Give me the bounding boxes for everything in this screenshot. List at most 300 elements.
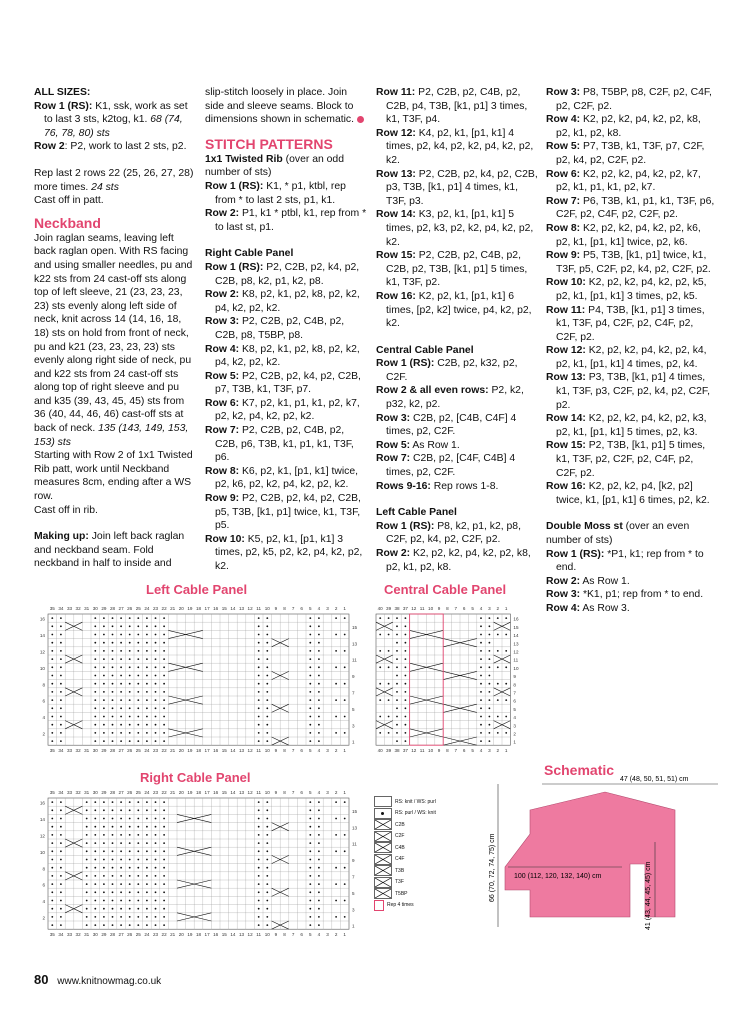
column-number: 2 (496, 606, 500, 611)
castoff-text: Cast off in patt. (34, 195, 104, 207)
column-number: 6 (462, 748, 466, 754)
row-number: 11 (352, 657, 357, 663)
purl-dot (344, 801, 346, 803)
column-number: 33 (66, 748, 73, 754)
column-number: 40 (377, 606, 383, 611)
purl-dot (163, 699, 165, 701)
purl-dot (309, 642, 311, 644)
purl-dot (155, 842, 157, 844)
purl-dot (335, 617, 337, 619)
purl-dot (86, 818, 88, 820)
purl-dot (163, 707, 165, 709)
purl-dot (86, 801, 88, 803)
purl-dot (137, 691, 139, 693)
purl-dot (405, 658, 407, 660)
purl-dot (146, 666, 148, 668)
purl-dot (51, 666, 53, 668)
row-number: 12 (39, 649, 45, 655)
purl-dot (163, 625, 165, 627)
column-number: 12 (247, 790, 253, 795)
purl-dot (112, 716, 114, 718)
purl-dot (163, 801, 165, 803)
purl-dot (266, 875, 268, 877)
column-2 (205, 86, 368, 574)
purl-dot (112, 675, 114, 677)
purl-dot (146, 916, 148, 918)
purl-dot (480, 650, 482, 652)
purl-dot (146, 850, 148, 852)
purl-dot (505, 666, 507, 668)
purl-dot (60, 842, 62, 844)
purl-dot (258, 740, 260, 742)
purl-dot (480, 707, 482, 709)
column-number: 2 (334, 790, 338, 795)
t5-symbol-icon (374, 888, 392, 899)
purl-dot (94, 683, 96, 685)
purl-dot (120, 634, 122, 636)
purl-dot (137, 809, 139, 811)
purl-dot (309, 724, 311, 726)
purl-dot (112, 625, 114, 627)
purl-dot (94, 916, 96, 918)
purl-dot (258, 826, 260, 828)
column-number: 26 (127, 748, 133, 754)
purl-dot (112, 650, 114, 652)
purl-dot (137, 850, 139, 852)
legend-item (374, 808, 436, 820)
purl-dot (489, 642, 491, 644)
column-number: 39 (386, 606, 392, 611)
purl-dot (94, 707, 96, 709)
purl-dot (266, 732, 268, 734)
purl-dot (155, 834, 157, 836)
purl-dot (163, 724, 165, 726)
instruction-row: Row 10: K5, p2, k1, [p1, k1] 3 times, p2, k5, p2, k2, p4, k2, p2, k2. (205, 533, 363, 572)
purl-dot (51, 675, 53, 677)
purl-dot (146, 658, 148, 660)
left-cable-chart-title: Left Cable Panel (146, 582, 248, 597)
purl-dot (489, 740, 491, 742)
row-number: 2 (513, 731, 516, 737)
column-number: 20 (178, 606, 184, 611)
column-number: 18 (195, 606, 202, 611)
purl-dot (60, 859, 62, 861)
purl-dot (155, 801, 157, 803)
purl-dot (60, 666, 62, 668)
column-number: 16 (213, 606, 219, 611)
purl-dot (51, 842, 53, 844)
purl-dot (163, 691, 165, 693)
purl-dot (396, 634, 398, 636)
purl-dot (146, 675, 148, 677)
purl-dot (505, 683, 507, 685)
instruction-row: Row 9: P2, C2B, p2, k4, p2, C2B, p5, T3B, [k1, p1] twice, k1, T3F, p5. (205, 493, 361, 532)
cross2-symbol-icon (374, 819, 392, 830)
right-cable-rows-continued (376, 86, 539, 331)
column-number: 23 (152, 790, 159, 795)
end-dot-icon (357, 116, 364, 123)
purl-dot (344, 699, 346, 701)
purl-dot (60, 801, 62, 803)
purl-dot (318, 732, 320, 734)
purl-dot (120, 801, 122, 803)
purl-dot (86, 859, 88, 861)
central-cable-title: Central Cable Panel (376, 344, 474, 356)
purl-dot (309, 666, 311, 668)
purl-dot (112, 891, 114, 893)
page-number: 80 (34, 972, 49, 987)
purl-dot (266, 859, 268, 861)
purl-dot (163, 900, 165, 902)
purl-dot (480, 666, 482, 668)
purl-dot (129, 683, 131, 685)
purl-dot (163, 683, 165, 685)
column-number: 5 (309, 932, 312, 938)
purl-dot (146, 834, 148, 836)
purl-dot (112, 642, 114, 644)
website-url: www.knitnowmag.co.uk (57, 976, 162, 987)
purl-dot (258, 691, 260, 693)
purl-dot (146, 883, 148, 885)
purl-dot (129, 699, 131, 701)
purl-dot (103, 801, 105, 803)
column-number: 16 (213, 932, 219, 938)
purl-dot (94, 859, 96, 861)
purl-dot (137, 634, 139, 636)
purl-dot (129, 850, 131, 852)
purl-dot (103, 834, 105, 836)
column-number: 9 (274, 790, 278, 795)
instruction-row: Row 4: K2, p2, k2, p4, k2, p2, k8, p2, k1, p2, k8. (546, 114, 701, 139)
purl-dot (480, 634, 482, 636)
column-number: 19 (187, 790, 193, 795)
purl-dot (51, 850, 53, 852)
purl-dot (266, 842, 268, 844)
purl-dot (120, 809, 122, 811)
column-number: 1 (343, 790, 346, 795)
purl-dot (94, 675, 96, 677)
instruction-row: Row 5: P2, C2B, p2, k4, p2, C2B, p7, T3B, k1, T3F, p7. (205, 370, 361, 396)
purl-dot (94, 834, 96, 836)
purl-dot (146, 642, 148, 644)
column-number: 24 (144, 932, 150, 938)
purl-dot (137, 875, 139, 877)
cross2-symbol-icon (374, 831, 392, 842)
column-number: 11 (256, 748, 262, 754)
purl-dot (60, 716, 62, 718)
instruction-row: Row 6: K2, p2, k2, p4, k2, p2, k7, p2, k1, p1, k1, p2, k7. (546, 168, 701, 194)
purl-dot (266, 675, 268, 677)
purl-dot (318, 850, 320, 852)
column-number: 12 (247, 748, 253, 754)
purl-dot (309, 699, 311, 701)
purl-dot (129, 666, 131, 668)
purl-dot (86, 908, 88, 910)
purl-dot (94, 850, 96, 852)
purl-dot (51, 826, 53, 828)
row-number: 8 (42, 682, 45, 688)
purl-dot (137, 707, 139, 709)
purl-dot (258, 683, 260, 685)
column-number: 33 (66, 932, 73, 938)
column-number: 12 (411, 748, 417, 754)
column-number: 12 (411, 606, 417, 611)
blank-symbol-icon (374, 796, 392, 807)
purl-dot (155, 891, 157, 893)
instruction-row: Row 16: K2, p2, k2, p4, [k2, p2] twice, k1, [p1, k1] 6 times, p2, k2. (546, 481, 710, 506)
purl-dot (318, 908, 320, 910)
purl-dot (480, 716, 482, 718)
purl-dot (388, 732, 390, 734)
instruction-row: Rows 9-16: Rep rows 1-8. (376, 480, 499, 492)
purl-dot (120, 875, 122, 877)
column-number: 31 (84, 748, 90, 754)
row-number: 5 (352, 890, 355, 896)
purl-dot (388, 666, 390, 668)
purl-dot (155, 867, 157, 869)
column-number: 27 (118, 606, 124, 611)
purl-dot (155, 699, 157, 701)
row-number: 10 (39, 665, 45, 671)
purl-dot (112, 732, 114, 734)
row-number: 15 (513, 624, 519, 630)
column-number: 16 (213, 748, 219, 754)
purl-dot (266, 818, 268, 820)
purl-dot (137, 908, 139, 910)
purl-dot (388, 634, 390, 636)
purl-dot (94, 732, 96, 734)
purl-dot (344, 916, 346, 918)
purl-dot (388, 617, 390, 619)
column-number: 7 (291, 606, 295, 611)
column-number: 10 (264, 748, 270, 754)
instruction-row: Row 6: K7, p2, k1, p1, k1, p2, k7, p2, k2, p4, k2, p2, k2. (205, 397, 360, 423)
purl-dot (266, 642, 268, 644)
purl-dot (103, 900, 105, 902)
column-number: 28 (109, 790, 116, 795)
column-number: 32 (75, 606, 81, 611)
column-number: 26 (127, 606, 133, 611)
purl-dot (146, 732, 148, 734)
purl-dot (480, 625, 482, 627)
column-number: 21 (170, 932, 176, 938)
purl-dot (94, 691, 96, 693)
purl-dot (258, 842, 260, 844)
purl-dot (344, 732, 346, 734)
purl-dot (120, 834, 122, 836)
purl-dot (266, 666, 268, 668)
legend-label: RS: purl / WS: knit (395, 810, 436, 817)
column-number: 21 (170, 606, 176, 611)
purl-dot (309, 842, 311, 844)
purl-dot (163, 867, 165, 869)
purl-dot (86, 867, 88, 869)
purl-dot (112, 826, 114, 828)
purl-dot (146, 801, 148, 803)
instruction-row: Row 1 (RS): *P1, k1; rep from * to end. (546, 548, 704, 574)
purl-dot (489, 724, 491, 726)
purl-dot (86, 875, 88, 877)
instruction-row: Row 1 (RS): K1, ssk, work as set to last 3 sts, k2tog, k1. 68 (74, 76, 78, 80) sts (34, 100, 188, 139)
row-number: 16 (39, 616, 45, 622)
purl-dot (480, 642, 482, 644)
column-number: 2 (334, 748, 338, 754)
instruction-row: Row 12: K4, p2, k1, [p1, k1] 4 times, p2, k4, p2, k2, p4, k2, p2, k2. (376, 127, 534, 166)
twisted-rib-title: 1x1 Twisted Rib (over an odd number of sts) (205, 153, 344, 179)
neckband-text: Join raglan seams, leaving left back raglan open. With RS facing and using smaller needles, pu and k22 sts from 24 cast-off sts along top of left sleeve, 21 (23, 23, 23, 23) sts evenly along left side of neck, knit across 14 (14, 16, 18, 18) sts on hold from front of neck, pu and k21 (23, 23, 23, 23) sts evenly along right side of neck, pu and k22 sts from 24 cast-off sts along top of right sleeve and pu and k35 (39, 43, 45, 45) sts from 36 (40, 44, 46, 46) cast-off sts at back of neck. 135 (143, 149, 153, 153) sts (34, 232, 193, 448)
purl-dot (51, 691, 53, 693)
legend-label: C4F (395, 856, 405, 863)
purl-dot (309, 826, 311, 828)
purl-dot (60, 818, 62, 820)
column-number: 19 (187, 932, 193, 938)
purl-dot (51, 801, 53, 803)
row-number: 4 (513, 715, 516, 721)
purl-dot (163, 826, 165, 828)
purl-dot (129, 875, 131, 877)
purl-dot (379, 699, 381, 701)
purl-dot (94, 809, 96, 811)
purl-dot (60, 924, 62, 926)
purl-dot (480, 699, 482, 701)
instruction-row: Row 2: K2, p2, k2, p4, k2, p2, k8, p2, k1, p2, k8. (376, 548, 531, 573)
purl-dot (129, 691, 131, 693)
purl-dot (112, 883, 114, 885)
column-number: 4 (317, 790, 321, 795)
purl-dot (86, 924, 88, 926)
column-number: 4 (317, 748, 321, 754)
purl-dot (489, 716, 491, 718)
purl-dot (344, 818, 346, 820)
purl-dot (51, 908, 53, 910)
instruction-row: Row 14: K3, p2, k1, [p1, k1] 5 times, p2, k3, p2, k2, p4, k2, p2, k2. (376, 209, 534, 248)
purl-dot (51, 642, 53, 644)
purl-dot (137, 867, 139, 869)
purl-dot (120, 699, 122, 701)
purl-dot (120, 625, 122, 627)
purl-dot (129, 625, 131, 627)
legend-item (374, 900, 436, 912)
purl-dot (489, 617, 491, 619)
column-number: 7 (291, 790, 295, 795)
purl-dot (318, 625, 320, 627)
purl-dot (318, 617, 320, 619)
purl-dot (318, 691, 320, 693)
purl-dot (86, 826, 88, 828)
purl-dot (258, 642, 260, 644)
purl-dot (112, 666, 114, 668)
purl-dot (146, 809, 148, 811)
purl-dot (258, 875, 260, 877)
column-number: 20 (178, 790, 184, 795)
purl-dot (155, 642, 157, 644)
purl-dot (86, 850, 88, 852)
purl-dot (137, 625, 139, 627)
instruction-row: Row 2: P2, work to last 2 sts, p2. (34, 141, 187, 153)
purl-dot (258, 716, 260, 718)
instruction-row: Row 9: P5, T3B, [k1, p1] twice, k1, T3F, p5, C2F, p2, k4, p2, C2F, p2. (546, 250, 711, 275)
purl-dot (335, 732, 337, 734)
purl-dot (137, 924, 139, 926)
purl-dot (129, 801, 131, 803)
column-number: 29 (101, 748, 107, 754)
column-number: 4 (479, 606, 483, 611)
purl-dot (112, 818, 114, 820)
column-number: 27 (118, 932, 124, 938)
purl-dot (258, 834, 260, 836)
purl-dot (405, 650, 407, 652)
purl-dot (51, 891, 53, 893)
instruction-row: Row 3: P8, T5BP, p8, C2F, p2, C4F, p2, C2F, p2. (546, 87, 712, 112)
purl-dot (51, 818, 53, 820)
purl-dot (60, 834, 62, 836)
column-number: 10 (264, 932, 270, 938)
row-number: 10 (513, 665, 519, 671)
column-number: 32 (75, 748, 81, 754)
purl-dot (129, 924, 131, 926)
purl-dot (396, 732, 398, 734)
purl-dot (137, 818, 139, 820)
purl-dot (120, 916, 122, 918)
purl-dot (146, 867, 148, 869)
row-number: 3 (513, 723, 516, 729)
column-number: 15 (221, 748, 227, 754)
purl-dot (335, 683, 337, 685)
right-cable-title: Right Cable Panel (205, 248, 294, 260)
purl-dot (120, 900, 122, 902)
chest-label: 100 (112, 120, 132, 140) cm (514, 873, 602, 880)
purl-dot (497, 683, 499, 685)
column-number: 15 (221, 932, 227, 938)
instruction-row: Row 4: As Row 3. (546, 602, 630, 614)
purl-dot (103, 916, 105, 918)
purl-dot (103, 707, 105, 709)
purl-dot (309, 625, 311, 627)
row-number: 14 (513, 633, 519, 639)
purl-dot (335, 900, 337, 902)
row-number: 9 (352, 858, 355, 864)
purl-dot (112, 801, 114, 803)
purl-dot (379, 732, 381, 734)
purl-dot (86, 900, 88, 902)
purl-dot (146, 683, 148, 685)
purl-dot (489, 650, 491, 652)
purl-dot (155, 707, 157, 709)
castoff-rib-text: Cast off in rib. (34, 504, 98, 516)
purl-dot (163, 859, 165, 861)
purl-dot (86, 916, 88, 918)
purl-dot (112, 916, 114, 918)
purl-dot (51, 809, 53, 811)
purl-dot (60, 617, 62, 619)
column-number: 19 (187, 606, 193, 611)
row-number: 13 (513, 641, 519, 647)
purl-dot (60, 732, 62, 734)
purl-dot (266, 908, 268, 910)
body-label: 41 (43, 44, 45, 45) cm (645, 861, 652, 930)
column-number: 6 (300, 606, 303, 611)
purl-dot (120, 924, 122, 926)
purl-dot (405, 683, 407, 685)
purl-dot (396, 642, 398, 644)
column-number: 32 (75, 932, 81, 938)
purl-dot (112, 842, 114, 844)
purl-dot (163, 908, 165, 910)
purl-dot (497, 650, 499, 652)
purl-dot (103, 891, 105, 893)
column-number: 6 (462, 606, 466, 611)
purl-dot (60, 625, 62, 627)
